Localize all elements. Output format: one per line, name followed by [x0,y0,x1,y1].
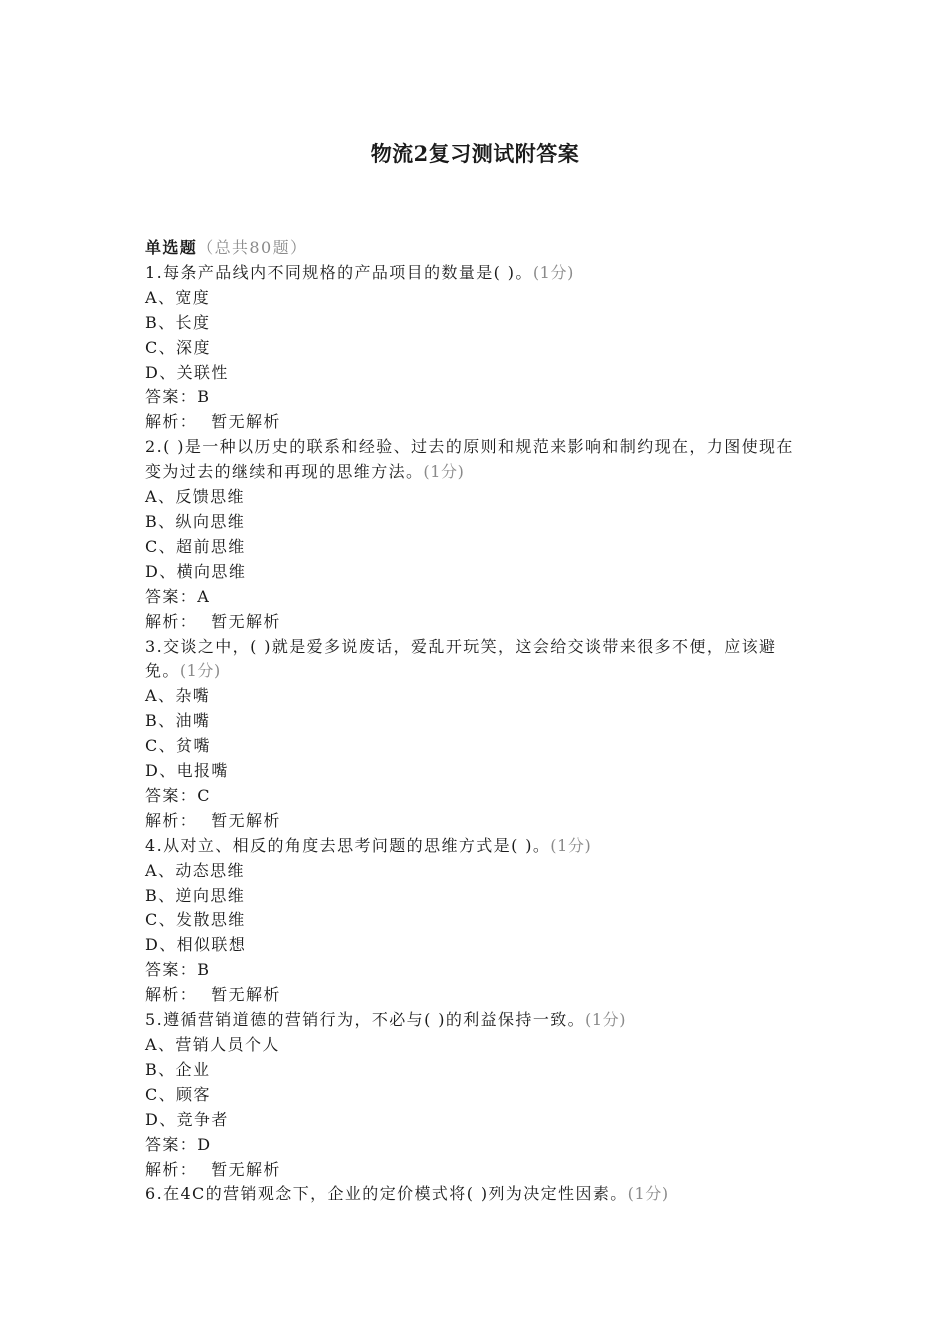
analysis-value: 暂无解析 [211,412,281,432]
answer-value: C [197,785,211,805]
question-item [145,261,810,435]
question-score: (1分) [179,661,221,681]
option-d: D、电报嘴 [145,761,229,781]
question-stem [145,1182,810,1207]
analysis-label: 解析： [145,1159,198,1179]
analysis-line [145,610,810,635]
question-text: 1.每条产品线内不同规格的产品项目的数量是( )。 [145,262,533,282]
option-a: A、宽度 [145,287,211,307]
question-score: (1分) [627,1184,669,1204]
option-b: B、纵向思维 [145,511,246,531]
option-a: A、营销人员个人 [145,1035,280,1054]
answer-line [145,1133,810,1158]
answer-line [145,958,810,983]
option-b: B、企业 [145,1059,211,1079]
analysis-label: 解析： [145,611,198,631]
answer-value: D [197,1134,212,1154]
question-stem [145,1008,810,1033]
analysis-line [145,410,810,435]
section-count: （总共80题） [197,238,308,257]
question-stem [145,834,810,859]
answer-line [145,385,810,410]
option-a: A、动态思维 [145,860,245,880]
option-c: C、顾客 [145,1084,211,1104]
answer-label: 答案： [145,586,198,606]
question-item [145,1008,810,1182]
analysis-value: 暂无解析 [211,1159,281,1179]
answer-value: B [197,387,211,407]
question-item [145,834,810,1008]
question-list [145,236,810,1207]
question-item [145,1182,810,1207]
option-c: C、发散思维 [145,910,246,930]
section-name: 单选题 [145,238,198,257]
option-c: C、超前思维 [145,536,246,556]
option-b: B、油嘴 [145,711,211,731]
section-header [145,236,810,261]
question-text: 6.在4C的营销观念下，企业的定价模式将( )列为决定性因素。 [145,1184,628,1204]
question-score: (1分) [550,835,592,855]
answer-line [145,784,810,809]
question-item [145,635,810,834]
question-text: 2.( )是一种以历史的联系和经验、过去的原则和规范来影响和制约现在，力图使现在变为过去的继续和再现的思维方法。 [145,437,794,482]
question-score: (1分) [585,1010,627,1030]
answer-label: 答案： [145,387,198,407]
option-d: D、横向思维 [145,561,247,581]
option-d: D、关联性 [145,362,229,382]
answer-label: 答案： [145,960,198,980]
analysis-value: 暂无解析 [211,985,281,1005]
analysis-line [145,809,810,834]
option-c: C、贫嘴 [145,736,211,756]
question-item [145,435,810,634]
question-score: (1分) [423,462,465,482]
analysis-label: 解析： [145,412,198,432]
analysis-label: 解析： [145,985,198,1005]
option-d: D、相似联想 [145,935,247,955]
analysis-label: 解析： [145,810,198,830]
analysis-value: 暂无解析 [211,810,281,830]
answer-label: 答案： [145,785,198,805]
option-c: C、深度 [145,337,211,357]
answer-label: 答案： [145,1134,198,1154]
option-d: D、竞争者 [145,1109,229,1129]
option-a: A、杂嘴 [145,686,211,706]
answer-value: B [197,960,211,980]
option-a: A、反馈思维 [145,487,245,507]
analysis-line [145,1158,810,1183]
option-b: B、长度 [145,312,211,332]
question-stem [145,435,810,485]
question-stem [145,261,810,286]
question-stem [145,635,810,685]
question-text: 5.遵循营销道德的营销行为，不必与( )的利益保持一致。 [145,1010,586,1030]
question-text: 4.从对立、相反的角度去思考问题的思维方式是( )。 [145,835,551,855]
option-b: B、逆向思维 [145,885,246,905]
analysis-value: 暂无解析 [211,611,281,631]
analysis-line [145,983,810,1008]
question-text: 3.交谈之中，( )就是爱多说废话，爱乱开玩笑，这会给交谈带来很多不便，应该避免。 [145,636,777,681]
answer-value: A [197,586,211,606]
answer-line [145,585,810,610]
question-score: (1分) [532,262,574,282]
page-title: 物流2复习测试附答案 [370,141,580,166]
